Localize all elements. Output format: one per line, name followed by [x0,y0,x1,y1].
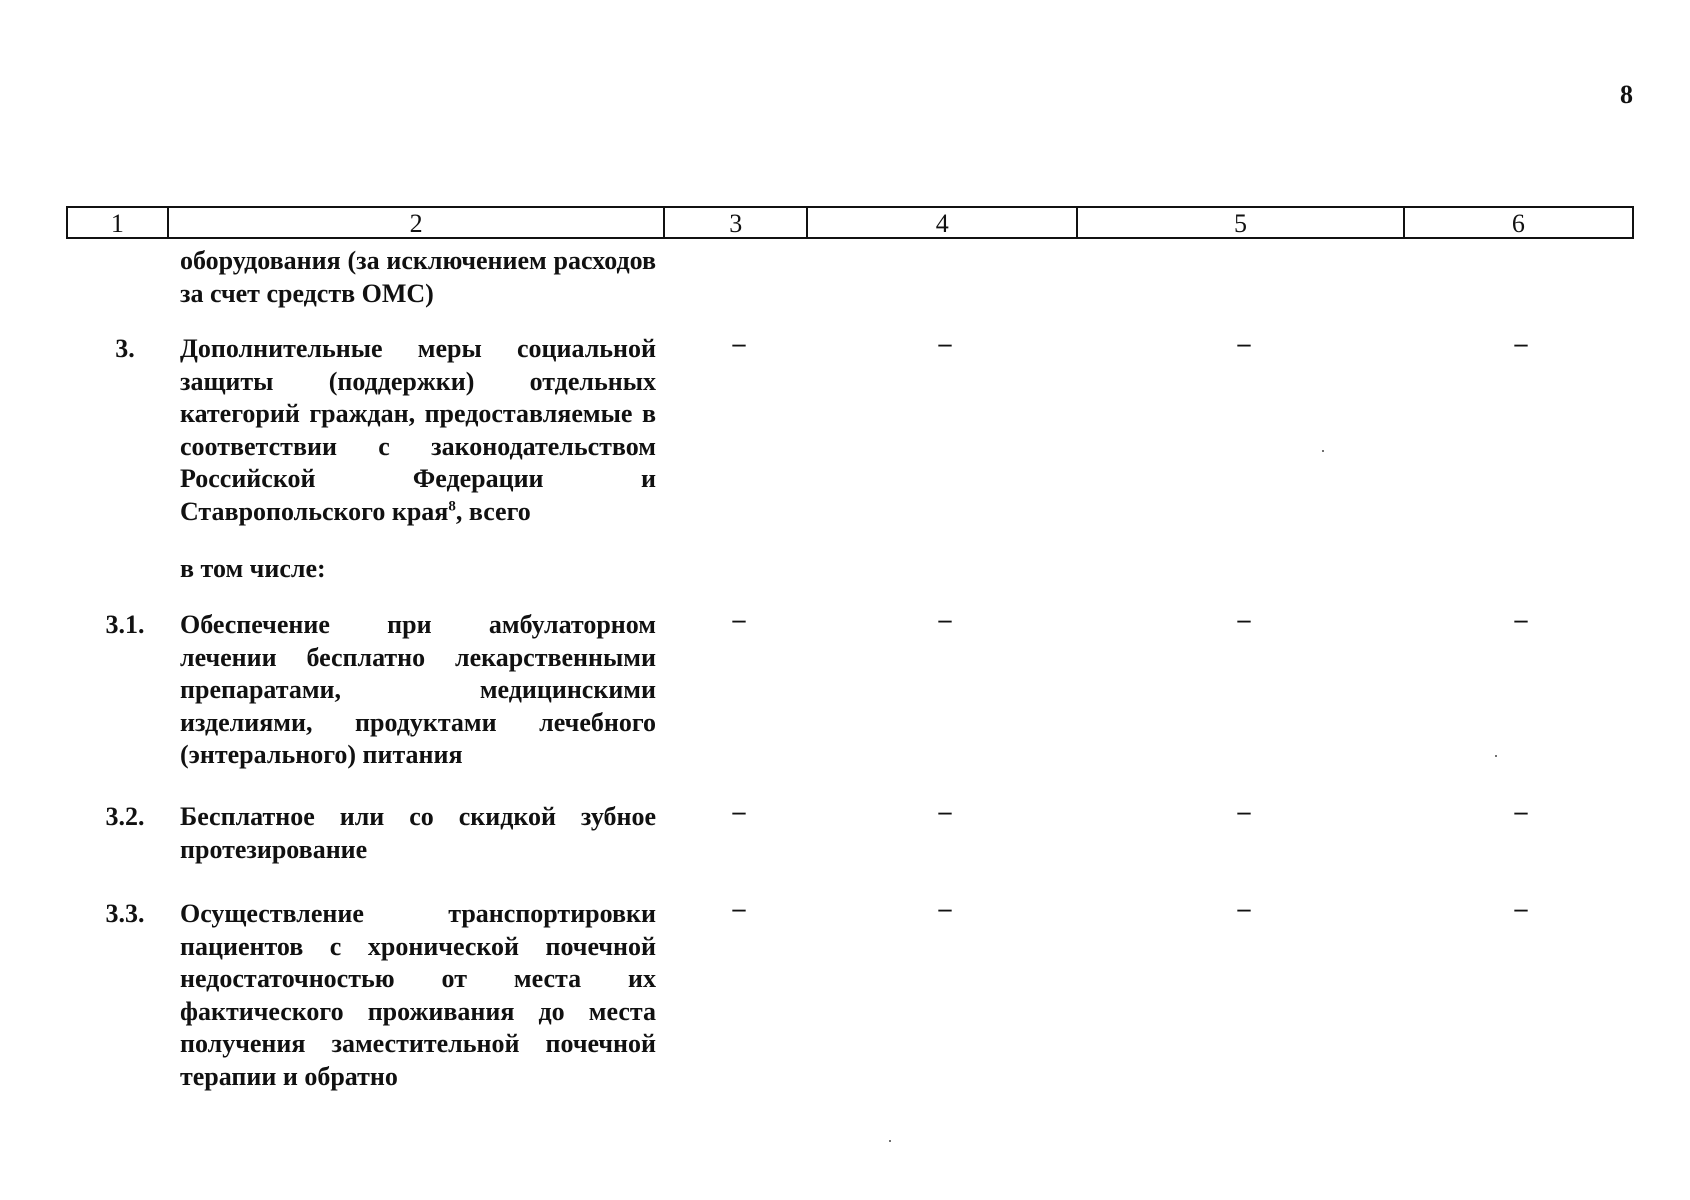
row-number: 3. [115,334,135,363]
row-text-main: Дополнительные меры социальной защиты (поддержки) отдельных категорий граждан, предоставляемые в соответствии с законодательством Российской Федерации и Ставропольского края [180,334,656,526]
cell-col-4: – [938,605,952,634]
cell-col-3: – [732,894,746,923]
header-col-3: 3 [665,208,808,237]
scan-speck [1322,450,1324,452]
row-description [180,333,656,528]
cell-col-6: – [1514,329,1528,358]
cell-col-4: – [938,894,952,923]
cell-col-3: – [732,605,746,634]
header-col-6: 6 [1511,209,1525,238]
header-col-2: 2 [169,208,666,237]
including-label: в том числе: [180,554,326,583]
scan-speck [889,1140,891,1142]
page-number: 8 [1620,80,1633,109]
row-description: Бесплатное или со скидкой зубное протезирование [180,802,656,864]
row-number: 3.2. [105,802,145,831]
row-number: 3.1. [105,610,145,639]
header-col-1: 1 [68,208,169,237]
footnote-marker: 8 [448,497,456,514]
header-col-5: 5 [1078,208,1404,237]
continuation-text: оборудования (за исключением расходов за счет средств ОМС) [180,246,656,308]
row-number: 3.3. [105,899,145,928]
cell-col-3: – [732,329,746,358]
cell-col-4: – [938,797,952,826]
cell-col-6: – [1514,797,1528,826]
row-description: Обеспечение при амбулаторном лечении бесплатно лекарственными препаратами, медицинскими изделиями, продуктами лечебного (энтерального) питания [180,610,656,769]
table-header-row [66,206,1634,239]
cell-col-3: – [732,797,746,826]
cell-col-6: – [1514,605,1528,634]
header-col-4: 4 [808,208,1078,237]
cell-col-5: – [1237,605,1251,634]
cell-col-5: – [1237,797,1251,826]
row-text-tail: , всего [455,496,531,526]
scan-speck [1495,755,1497,757]
cell-col-5: – [1237,894,1251,923]
row-description: Осуществление транспортировки пациентов с хронической почечной недостаточностью от места их фактического проживания до места получения заместительной почечной терапии и обратно [180,899,656,1091]
cell-col-5: – [1237,329,1251,358]
cell-col-6: – [1514,894,1528,923]
cell-col-4: – [938,329,952,358]
